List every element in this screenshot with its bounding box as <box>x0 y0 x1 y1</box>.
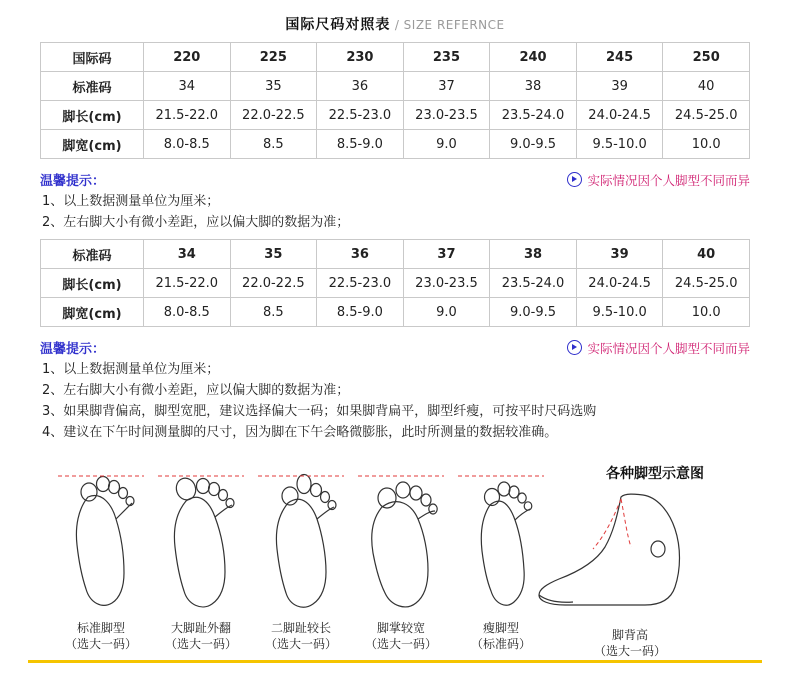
tip-note-text: 实际情况因个人脚型不同而异 <box>587 172 750 188</box>
cell: 220 <box>144 43 231 72</box>
cell: 8.5-9.0 <box>317 298 404 327</box>
cell: 9.5-10.0 <box>576 298 663 327</box>
note-line: 1、以上数据测量单位为厘米； <box>42 194 220 209</box>
foot-name: 大脚趾外翻 <box>170 621 231 635</box>
cell: 24.5-25.0 <box>663 101 750 130</box>
foot-sub: （选大一码） <box>164 637 237 651</box>
cell: 38 <box>490 72 577 101</box>
row-label: 标准码 <box>41 72 144 101</box>
cell: 9.0 <box>403 298 490 327</box>
row-label: 脚宽(cm) <box>41 298 144 327</box>
table-row <box>41 72 750 101</box>
foot-item-wide <box>358 457 444 652</box>
table-row <box>41 298 750 327</box>
cell: 37 <box>403 72 490 101</box>
cell: 8.5-9.0 <box>317 130 404 159</box>
cell: 23.0-23.5 <box>403 269 490 298</box>
note-line: 2、左右脚大小有微小差距，应以偏大脚的数据为准； <box>42 383 350 398</box>
cell: 9.0 <box>403 130 490 159</box>
foot-caption <box>258 620 344 652</box>
table-row <box>41 269 750 298</box>
tip-note <box>567 171 750 189</box>
cell: 38 <box>490 240 577 269</box>
cell: 8.5 <box>230 130 317 159</box>
play-icon <box>567 340 582 355</box>
foot-wide-icon <box>358 457 444 617</box>
cell: 22.0-22.5 <box>230 101 317 130</box>
cell: 24.0-24.5 <box>576 101 663 130</box>
cell: 10.0 <box>663 298 750 327</box>
notes-first <box>40 159 750 233</box>
page-title-cn: 国际尺码对照表 <box>285 17 391 33</box>
cell: 37 <box>403 240 490 269</box>
cell: 35 <box>230 72 317 101</box>
bottom-divider <box>28 660 762 663</box>
notes-header <box>40 333 750 359</box>
foot-item-instep <box>520 489 740 659</box>
cell: 22.5-23.0 <box>317 269 404 298</box>
cell: 22.5-23.0 <box>317 101 404 130</box>
note-line: 4、建议在下午时间测量脚的尺寸，因为脚在下午会略微膨胀，此时所测量的数据较准确。 <box>42 425 558 440</box>
cell: 225 <box>230 43 317 72</box>
row-label: 脚宽(cm) <box>41 130 144 159</box>
row-label: 脚长(cm) <box>41 269 144 298</box>
foot-caption <box>520 627 740 659</box>
notes-header <box>40 165 750 191</box>
note-line: 2、左右脚大小有微小差距，应以偏大脚的数据为准； <box>42 215 350 230</box>
foot-caption <box>158 620 244 652</box>
table-row <box>41 101 750 130</box>
row-label: 脚长(cm) <box>41 101 144 130</box>
size-table-top <box>40 42 750 159</box>
cell: 250 <box>663 43 750 72</box>
foot-long-second-toe-icon <box>258 457 344 617</box>
cell: 34 <box>144 240 231 269</box>
foot-instep-profile-icon <box>525 489 735 619</box>
foot-sub: （选大一码） <box>593 644 666 658</box>
tip-note-text: 实际情况因个人脚型不同而异 <box>587 340 750 356</box>
cell: 9.5-10.0 <box>576 130 663 159</box>
foot-item-long-second-toe <box>258 457 344 652</box>
cell: 10.0 <box>663 130 750 159</box>
tip-note <box>567 339 750 357</box>
foot-name: 二脚趾较长 <box>270 621 331 635</box>
cell: 23.5-24.0 <box>490 269 577 298</box>
note-line: 3、如果脚背偏高，脚型宽肥，建议选择偏大一码；如果脚背扁平，脚型纤瘦，可按平时尺码选购 <box>42 404 597 419</box>
tip-title: 温馨提示： <box>40 342 106 357</box>
foot-item-bunion <box>158 457 244 652</box>
cell: 230 <box>317 43 404 72</box>
foot-caption <box>58 620 144 652</box>
foot-item-standard <box>58 457 144 652</box>
table-row <box>41 43 750 72</box>
row-label: 标准码 <box>41 240 144 269</box>
foot-bunion-icon <box>158 457 244 617</box>
foot-type-diagram <box>0 457 790 672</box>
row-label: 国际码 <box>41 43 144 72</box>
diagram-title: 各种脚型示意图 <box>606 466 704 482</box>
foot-sub: （标准码） <box>470 637 531 651</box>
foot-name: 脚掌较宽 <box>376 621 425 635</box>
cell: 8.0-8.5 <box>144 130 231 159</box>
table-row <box>41 130 750 159</box>
size-table-bottom <box>40 239 750 327</box>
cell: 24.0-24.5 <box>576 269 663 298</box>
cell: 24.5-25.0 <box>663 269 750 298</box>
cell: 8.0-8.5 <box>144 298 231 327</box>
foot-illustrations <box>58 457 544 652</box>
cell: 36 <box>317 240 404 269</box>
foot-name: 瘦脚型 <box>482 621 519 635</box>
cell: 245 <box>576 43 663 72</box>
cell: 40 <box>663 72 750 101</box>
foot-standard-icon <box>58 457 144 617</box>
cell: 40 <box>663 240 750 269</box>
cell: 34 <box>144 72 231 101</box>
tip-title: 温馨提示： <box>40 174 106 189</box>
cell: 235 <box>403 43 490 72</box>
cell: 8.5 <box>230 298 317 327</box>
note-line: 1、以上数据测量单位为厘米； <box>42 362 220 377</box>
cell: 22.0-22.5 <box>230 269 317 298</box>
foot-sub: （选大一码） <box>364 637 437 651</box>
cell: 21.5-22.0 <box>144 101 231 130</box>
play-icon <box>567 172 582 187</box>
page-title-en: / SIZE REFERNCE <box>394 18 505 32</box>
notes-second <box>40 327 750 443</box>
cell: 23.5-24.0 <box>490 101 577 130</box>
foot-caption <box>358 620 444 652</box>
cell: 9.0-9.5 <box>490 130 577 159</box>
cell: 39 <box>576 240 663 269</box>
foot-name: 标准脚型 <box>76 621 125 635</box>
foot-name: 脚背高 <box>611 628 648 642</box>
cell: 35 <box>230 240 317 269</box>
table-row <box>41 240 750 269</box>
cell: 23.0-23.5 <box>403 101 490 130</box>
cell: 39 <box>576 72 663 101</box>
cell: 240 <box>490 43 577 72</box>
cell: 9.0-9.5 <box>490 298 577 327</box>
page-title <box>0 0 790 42</box>
cell: 36 <box>317 72 404 101</box>
cell: 21.5-22.0 <box>144 269 231 298</box>
foot-sub: （选大一码） <box>64 637 137 651</box>
foot-sub: （选大一码） <box>264 637 337 651</box>
